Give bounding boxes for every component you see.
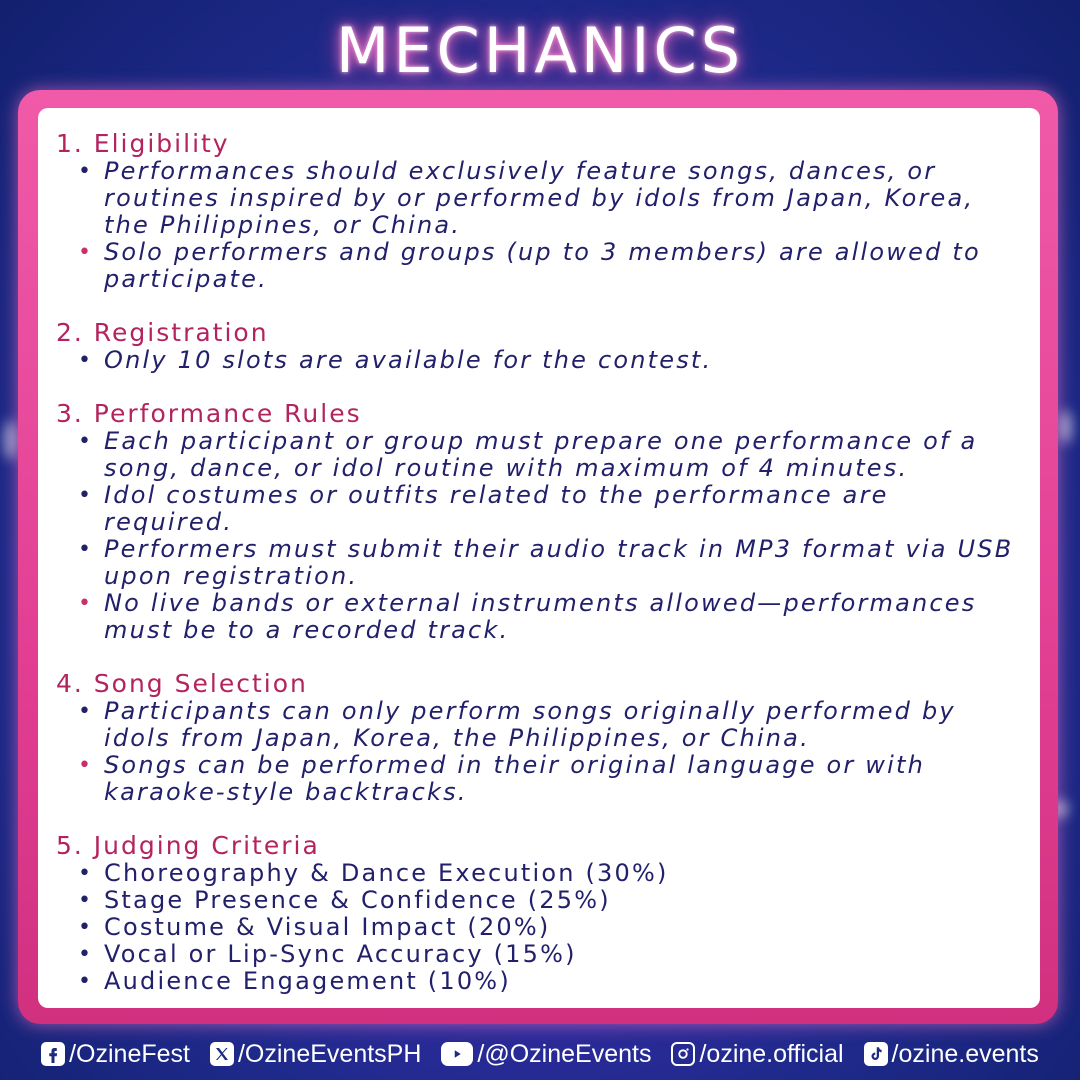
section-song-selection [56, 670, 1026, 806]
section-title: 2. Registration [56, 318, 269, 347]
section-title: 4. Song Selection [56, 669, 308, 698]
bullet-icon: • [78, 915, 94, 940]
section-title: 3. Performance Rules [56, 399, 362, 428]
social-tiktok[interactable] [864, 1040, 1039, 1069]
tiktok-icon [864, 1042, 888, 1066]
page-title: MECHANICS [335, 14, 745, 87]
bullet-icon: • [78, 483, 94, 508]
social-youtube[interactable] [441, 1040, 651, 1069]
instagram-icon [671, 1042, 695, 1066]
list-item: • Participants can only perform songs originally performed by idols from Japan, Korea, the Philippines, or China. [78, 697, 956, 752]
bullet-icon: • [78, 699, 94, 724]
bullet-icon: • [78, 537, 94, 562]
mechanics-card [38, 108, 1040, 1008]
section-title: 5. Judging Criteria [56, 831, 320, 860]
list-item: • Choreography & Dance Execution (30%) [78, 859, 669, 887]
section-eligibility [56, 130, 1026, 293]
background-sparkle [1058, 410, 1072, 444]
bullet-icon: • [78, 591, 94, 616]
list-item: • Performances should exclusively feature songs, dances, or routines inspired by or performed by idols from Japan, Korea, the Philippines, or China. [78, 157, 975, 239]
social-footer [0, 1034, 1080, 1074]
background-sparkle [4, 420, 18, 460]
bullet-icon: • [78, 348, 94, 373]
list-item: • No live bands or external instruments allowed—performances must be to a recorded track. [78, 589, 977, 644]
bullet-icon: • [78, 159, 94, 184]
bullet-icon: • [78, 240, 94, 265]
bullet-icon: • [78, 942, 94, 967]
list-item: • Vocal or Lip-Sync Accuracy (15%) [78, 940, 577, 968]
list-item: • Audience Engagement (10%) [78, 967, 511, 995]
bullet-icon: • [78, 888, 94, 913]
list-item: • Costume & Visual Impact (20%) [78, 913, 551, 941]
social-tiktok-handle: /ozine.events [891, 1039, 1039, 1068]
list-item: • Only 10 slots are available for the contest. [78, 346, 713, 374]
section-judging-criteria [56, 832, 1026, 995]
list-item: • Performers must submit their audio track in MP3 format via USB upon registration. [78, 535, 1014, 590]
list-item: • Each participant or group must prepare one performance of a song, dance, or idol routine with maximum of 4 minutes. [78, 427, 978, 482]
bullet-icon: • [78, 969, 94, 994]
social-x[interactable] [210, 1040, 421, 1069]
social-facebook-handle: /OzineFest [69, 1039, 190, 1068]
section-registration [56, 319, 1026, 374]
social-youtube-handle: /@OzineEvents [477, 1039, 652, 1068]
social-x-handle: /OzineEventsPH [237, 1039, 422, 1068]
bullet-icon: • [78, 429, 94, 454]
social-instagram[interactable] [671, 1040, 843, 1069]
social-facebook[interactable] [41, 1040, 190, 1069]
x-icon [210, 1042, 234, 1066]
bullet-icon: • [78, 753, 94, 778]
youtube-icon [441, 1042, 473, 1066]
list-item: • Songs can be performed in their original language or with karaoke-style backtracks. [78, 751, 926, 806]
facebook-icon [41, 1042, 65, 1066]
social-instagram-handle: /ozine.official [699, 1039, 844, 1068]
section-title: 1. Eligibility [56, 129, 230, 158]
list-item: • Idol costumes or outfits related to the performance are required. [78, 481, 889, 536]
list-item: • Solo performers and groups (up to 3 members) are allowed to participate. [78, 238, 981, 293]
section-performance-rules [56, 400, 1026, 644]
bullet-icon: • [78, 861, 94, 886]
list-item: • Stage Presence & Confidence (25%) [78, 886, 611, 914]
